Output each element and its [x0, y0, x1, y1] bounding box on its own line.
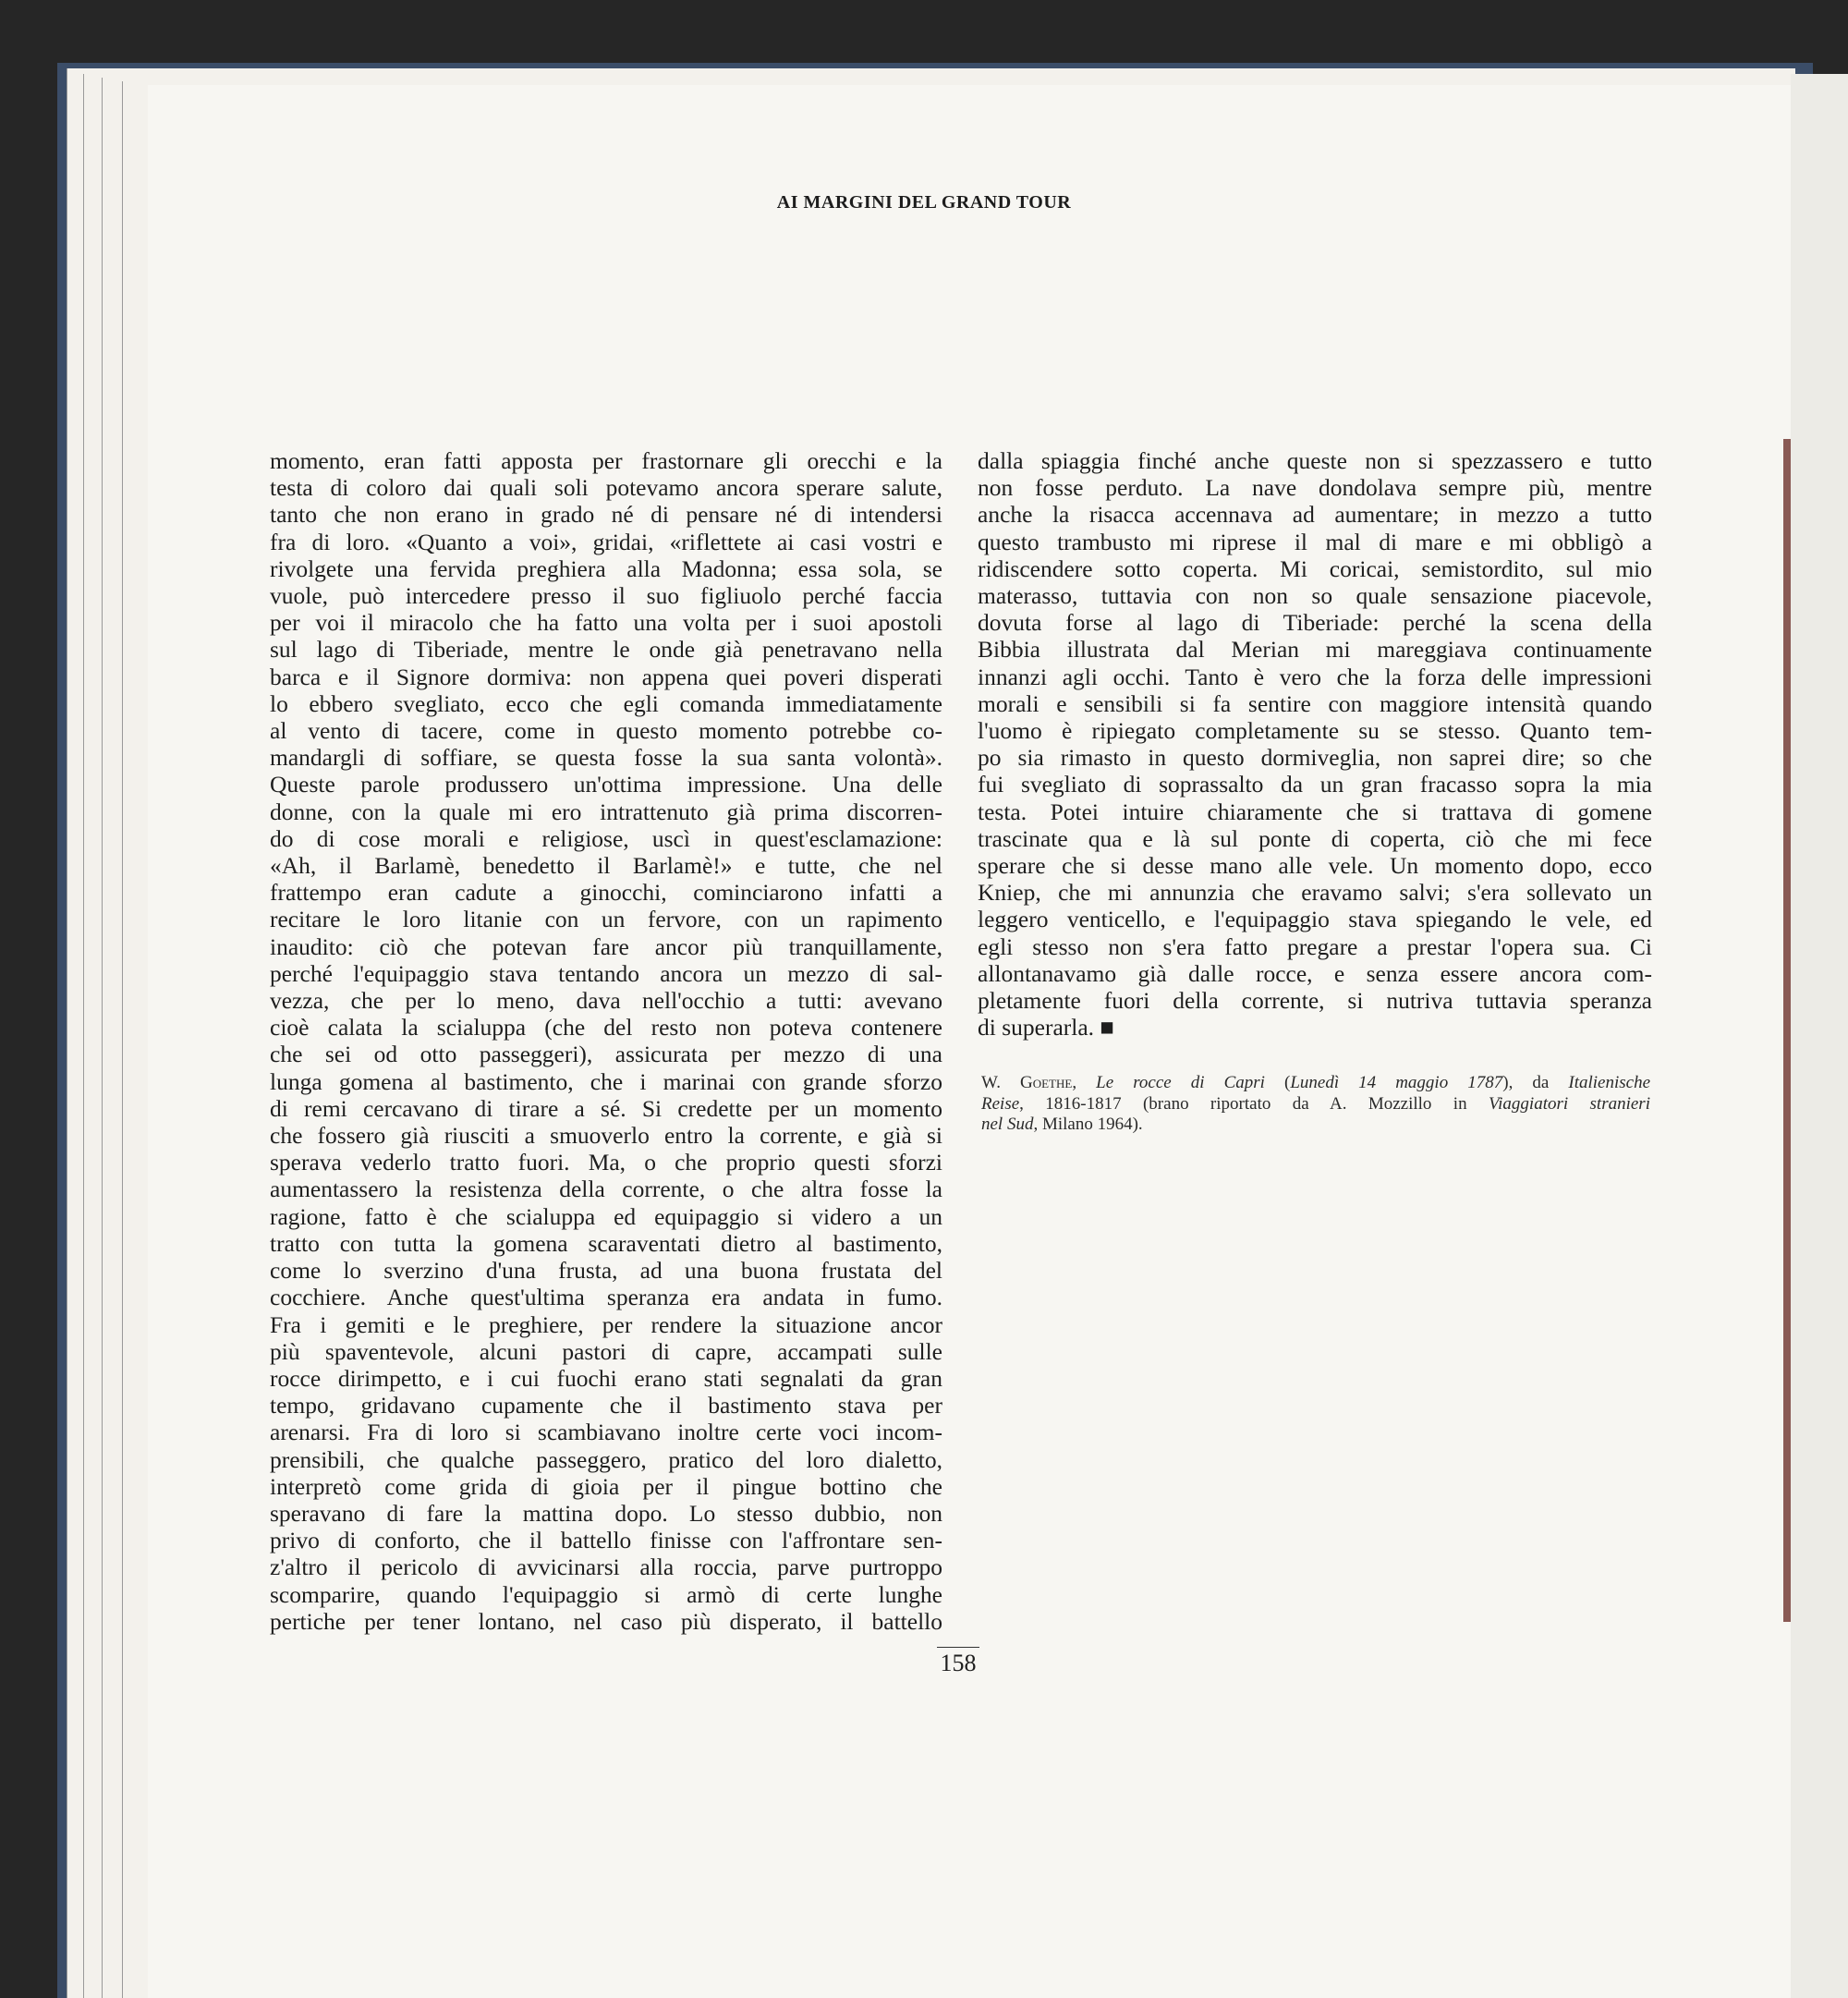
text-line: testa di coloro dai quali soli potevamo ancora sperare salute, — [270, 474, 942, 502]
citation-text: , Milano 1964). — [1033, 1115, 1143, 1134]
text-line: scomparire, quando l'equipaggio si armò di certe lunghe — [270, 1580, 942, 1608]
text-line: interpretò come grida di gioia per il pingue bottino che — [270, 1472, 942, 1500]
text-line: pletamente fuori della corrente, si nutriva tuttavia speranza — [978, 987, 1652, 1015]
text-line: po sia rimasto in questo dormiveglia, non saprei dire; so che — [978, 744, 1652, 772]
source-citation — [981, 1073, 1650, 1136]
text-line: più spaventevole, alcuni pastori di capre, accampati sulle — [270, 1337, 942, 1365]
citation-source: nel Sud — [981, 1115, 1034, 1134]
text-line: al vento di tacere, come in questo momento potrebbe co- — [270, 717, 942, 745]
text-line: egli stesso non s'era fatto pregare a prestar l'opera sua. Ci — [978, 932, 1652, 960]
citation-line — [981, 1094, 1650, 1115]
text-line: mandargli di soffiare, se questa fosse la sua santa volontà». — [270, 744, 942, 772]
citation-text: ( — [1264, 1073, 1291, 1092]
text-line: per voi il miracolo che ha fatto una volta per i suoi apostoli — [270, 609, 942, 637]
text-line: Bibbia illustrata dal Merian mi mareggiava continuamente — [978, 636, 1652, 664]
text-line: barca e il Signore dormiva: non appena quei poveri disperati — [270, 663, 942, 690]
citation-author: W. Goethe — [981, 1073, 1073, 1092]
text-line: l'uomo è ripiegato completamente su se stesso. Quanto tem- — [978, 717, 1652, 745]
citation-text: ), da — [1502, 1073, 1569, 1092]
text-line: cioè calata la scialuppa (che del resto non poteva contenere — [270, 1014, 942, 1042]
text-line: trascinate qua e là sul ponte di coperta, ciò che mi fece — [978, 824, 1652, 852]
facing-page-edge — [1791, 74, 1848, 1998]
text-line: che fossero già riusciti a smuoverlo entro la corrente, e già si — [270, 1122, 942, 1150]
text-line: lunga gomena al bastimento, che i marinai con grande sforzo — [270, 1067, 942, 1095]
text-line: vuole, può intercedere presso il suo figliuolo perché faccia — [270, 582, 942, 610]
text-line: perché l'equipaggio stava tentando ancora un mezzo di sal- — [270, 959, 942, 987]
text-line: lo ebbero svegliato, ecco che egli comanda immediatamente — [270, 689, 942, 717]
text-line: tempo, gridavano cupamente che il bastimento stava per — [270, 1392, 942, 1419]
right-text-column — [978, 447, 1652, 1041]
text-line: frattempo eran cadute a ginocchi, cominciarono infatti a — [270, 879, 942, 907]
citation-work: Reise — [981, 1093, 1020, 1114]
text-line: tratto con tutta la gomena scaraventati dietro al bastimento, — [270, 1229, 942, 1257]
text-line: do di cose morali e religiose, uscì in quest'esclamazione: — [270, 824, 942, 852]
text-line: materasso, tuttavia con non so quale sensazione piacevole, — [978, 582, 1652, 610]
text-line: questo trambusto mi riprese il mal di mare e mi obbligò a — [978, 528, 1652, 555]
citation-text: , 1816-1817 (brano riportato da A. Mozzillo in — [1019, 1093, 1489, 1114]
text-line: vezza, che per lo meno, dava nell'occhio a tutti: avevano — [270, 987, 942, 1015]
text-line: dovuta forse al lago di Tiberiade: perché la scena della — [978, 609, 1652, 637]
text-line: donne, con la quale mi ero intrattenuto già prima discorren- — [270, 798, 942, 825]
text-line: prensibili, che qualche passeggero, pratico del loro dialetto, — [270, 1445, 942, 1473]
text-line: inaudito: ciò che potevan fare ancor più tranquillamente, — [270, 932, 942, 960]
text-line: Kniep, che mi annunzia che eravamo salvi; s'era sollevato un — [978, 879, 1652, 907]
facing-page-illustration-edge — [1783, 439, 1791, 1622]
left-text-column — [270, 447, 942, 1635]
text-line: come lo sverzino d'una frusta, ad una buona frustata del — [270, 1257, 942, 1285]
citation-line — [981, 1115, 1650, 1136]
text-line: Queste parole produssero un'ottima impressione. Una delle — [270, 771, 942, 798]
text-line: tanto che non erano in grado né di pensare né di intendersi — [270, 501, 942, 529]
text-line: Fra i gemiti e le preghiere, per rendere la situazione ancor — [270, 1310, 942, 1338]
text-line: innanzi agli occhi. Tanto è vero che la forza delle impressioni — [978, 663, 1652, 690]
text-line: rocce dirimpetto, e i cui fuochi erano stati segnalati da gran — [270, 1364, 942, 1392]
text-line: leggero venticello, e l'equipaggio stava spiegando le vele, ed — [978, 906, 1652, 933]
text-line: fui svegliato di soprassalto da un gran fracasso sopra la mia — [978, 771, 1652, 798]
citation-work: Italienische — [1568, 1073, 1651, 1092]
text-line: speravano di fare la mattina dopo. Lo stesso dubbio, non — [270, 1499, 942, 1527]
text-line: «Ah, il Barlamè, benedetto il Barlamè!» e tutte, che nel — [270, 852, 942, 880]
text-line: cocchiere. Anche quest'ultima speranza era andata in fumo. — [270, 1284, 942, 1311]
citation-title: Le rocce di Capri — [1096, 1073, 1265, 1092]
text-line: allontanavamo già dalle rocce, e senza essere ancora com- — [978, 959, 1652, 987]
text-line: di remi cercavano di tirare a sé. Si credette per un momento — [270, 1094, 942, 1122]
text-line: momento, eran fatti apposta per frastornare gli orecchi e la — [270, 447, 942, 474]
text-line: di superarla. ■ — [978, 1014, 1114, 1042]
text-line: ridiscendere sotto coperta. Mi coricai, semistordito, sul mio — [978, 554, 1652, 582]
text-line: morali e sensibili si fa sentire con maggiore intensità quando — [978, 689, 1652, 717]
text-line: non fosse perduto. La nave dondolava sempre più, mentre — [978, 474, 1652, 502]
text-line: ragione, fatto è che scialuppa ed equipaggio si videro a un — [270, 1202, 942, 1230]
text-line: recitare le loro litanie con un fervore, con un rapimento — [270, 906, 942, 933]
text-line: aumentassero la resistenza della corrente, o che altra fosse la — [270, 1176, 942, 1203]
text-line: sperare che si desse mano alle vele. Un momento dopo, ecco — [978, 852, 1652, 880]
text-line: privo di conforto, che il battello finisse con l'affrontare sen- — [270, 1527, 942, 1554]
text-line: testa. Potei intuire chiaramente che si trattava di gomene — [978, 798, 1652, 825]
page-number: 158 — [937, 1647, 979, 1677]
text-line: fra di loro. «Quanto a voi», gridai, «riflettete ai casi vostri e — [270, 528, 942, 555]
text-line: arenarsi. Fra di loro si scambiavano inoltre certe voci incom- — [270, 1419, 942, 1446]
text-line: dalla spiaggia finché anche queste non si spezzassero e tutto — [978, 447, 1652, 474]
text-line: pertiche per tener lontano, nel caso più disperato, il battello — [270, 1607, 942, 1635]
text-line: rivolgete una fervida preghiera alla Madonna; essa sola, se — [270, 554, 942, 582]
text-line: sul lago di Tiberiade, mentre le onde già penetravano nella — [270, 636, 942, 664]
citation-source: Viaggiatori stranieri — [1488, 1093, 1650, 1114]
citation-line — [981, 1073, 1650, 1094]
text-line: che sei od otto passeggeri), assicurata per mezzo di una — [270, 1041, 942, 1068]
citation-text: , — [1072, 1073, 1097, 1092]
text-line: sperava vederlo tratto fuori. Ma, o che proprio questi sforzi — [270, 1149, 942, 1176]
text-line: anche la risacca accennava ad aumentare; in mezzo a tutto — [978, 501, 1652, 529]
running-header: AI MARGINI DEL GRAND TOUR — [776, 192, 1072, 213]
text-line: z'altro il pericolo di avvicinarsi alla roccia, parve purtroppo — [270, 1553, 942, 1581]
citation-date: Lunedì 14 maggio 1787 — [1290, 1073, 1503, 1092]
